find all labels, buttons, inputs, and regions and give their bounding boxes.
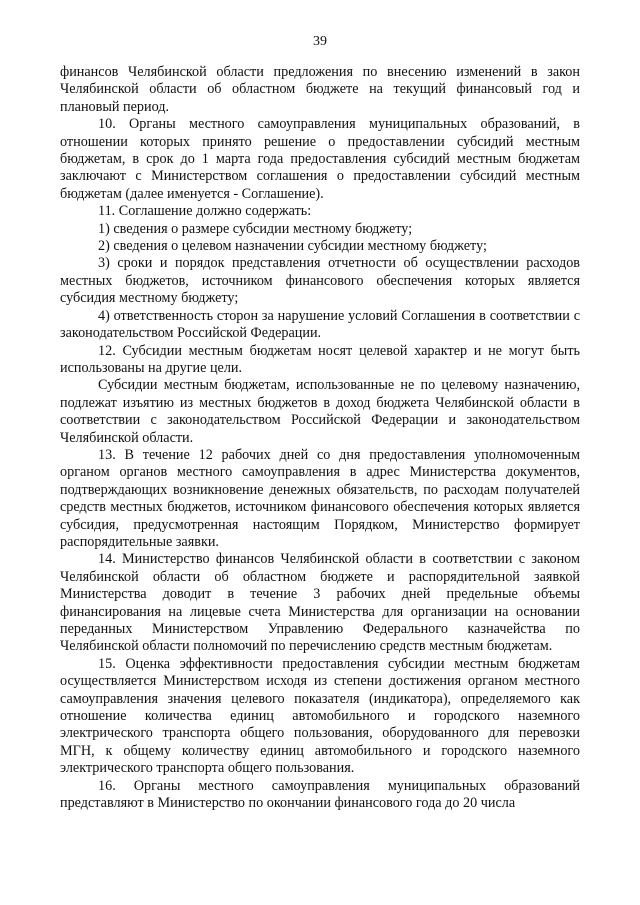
paragraph-10: 10. Органы местного самоуправления муниципальных образований, в отношении которых принято решение о предоставлении субсидий местным бюджетам, в срок до 1 марта года предоставления субсидий местным бюджетам заключают с Министерством соглашения о предоставлении субсидий местным бюджетам (далее именуется - Соглашение).	[60, 116, 580, 202]
list-item-3: 3) сроки и порядок представления отчетности об осуществлении расходов местных бюджетов, источником финансового обеспечения которых является субсидия местному бюджету;	[60, 255, 580, 307]
paragraph-16: 16. Органы местного самоуправления муниципальных образований представляют в Министерство по окончании финансового года до 20 числа	[60, 777, 580, 812]
list-item-1: 1) сведения о размере субсидии местному бюджету;	[98, 220, 413, 237]
page-number: 39	[313, 34, 327, 49]
paragraph-13: 13. В течение 12 рабочих дней со дня предоставления уполномоченным органом органов местного самоуправления в адрес Министерства документов, подтверждающих возникновение денежных обязательств, по расходам получателей средств местных бюджетов, источником финансового обеспечения которых является субсидия, предусмотренная настоящим Порядком, Министерство формирует распорядительные заявки.	[60, 446, 580, 550]
list-item-2: 2) сведения о целевом назначении субсидии местному бюджету;	[98, 238, 487, 255]
paragraph-continuation: финансов Челябинской области предложения по внесению изменений в закон Челябинской области об областном бюджете на текущий финансовый год и плановый период.	[60, 64, 580, 115]
paragraph-11: 11. Соглашение должно содержать:	[98, 203, 312, 220]
paragraph-14: 14. Министерство финансов Челябинской области в соответствии с законом Челябинской области об областном бюджете и распорядительной заявкой Министерства доводит в течение 3 рабочих дней предельные объемы финансирования на лицевые счета Министерства для организации на основании переданных Министерством Управлению Федерального казначейства по Челябинской области полномочий по перечислению средств местным бюджетам.	[60, 551, 580, 655]
list-item-4: 4) ответственность сторон за нарушение условий Соглашения в соответствии с законодательством Российской Федерации.	[60, 307, 580, 342]
paragraph-12-cont: Субсидии местным бюджетам, использованные не по целевому назначению, подлежат изъятию из местных бюджетов в доход бюджета Челябинской области в соответствии с законодательством Российской Федерации и законодательством Челябинской области.	[60, 377, 580, 446]
paragraph-15: 15. Оценка эффективности предоставления субсидии местным бюджетам осуществляется Министерством исходя из степени достижения органом местного самоуправления значения целевого показателя (индикатора), определяемого как отношение количества единиц автомобильного и городского наземного электрического транспорта общего пользования, оборудованного для перевозки МГН, к общему количеству единиц автомобильного и городского наземного электрического транспорта общего пользования.	[60, 655, 580, 777]
document-body	[60, 64, 580, 812]
paragraph-12: 12. Субсидии местным бюджетам носят целевой характер и не могут быть использованы на другие цели.	[60, 342, 580, 376]
